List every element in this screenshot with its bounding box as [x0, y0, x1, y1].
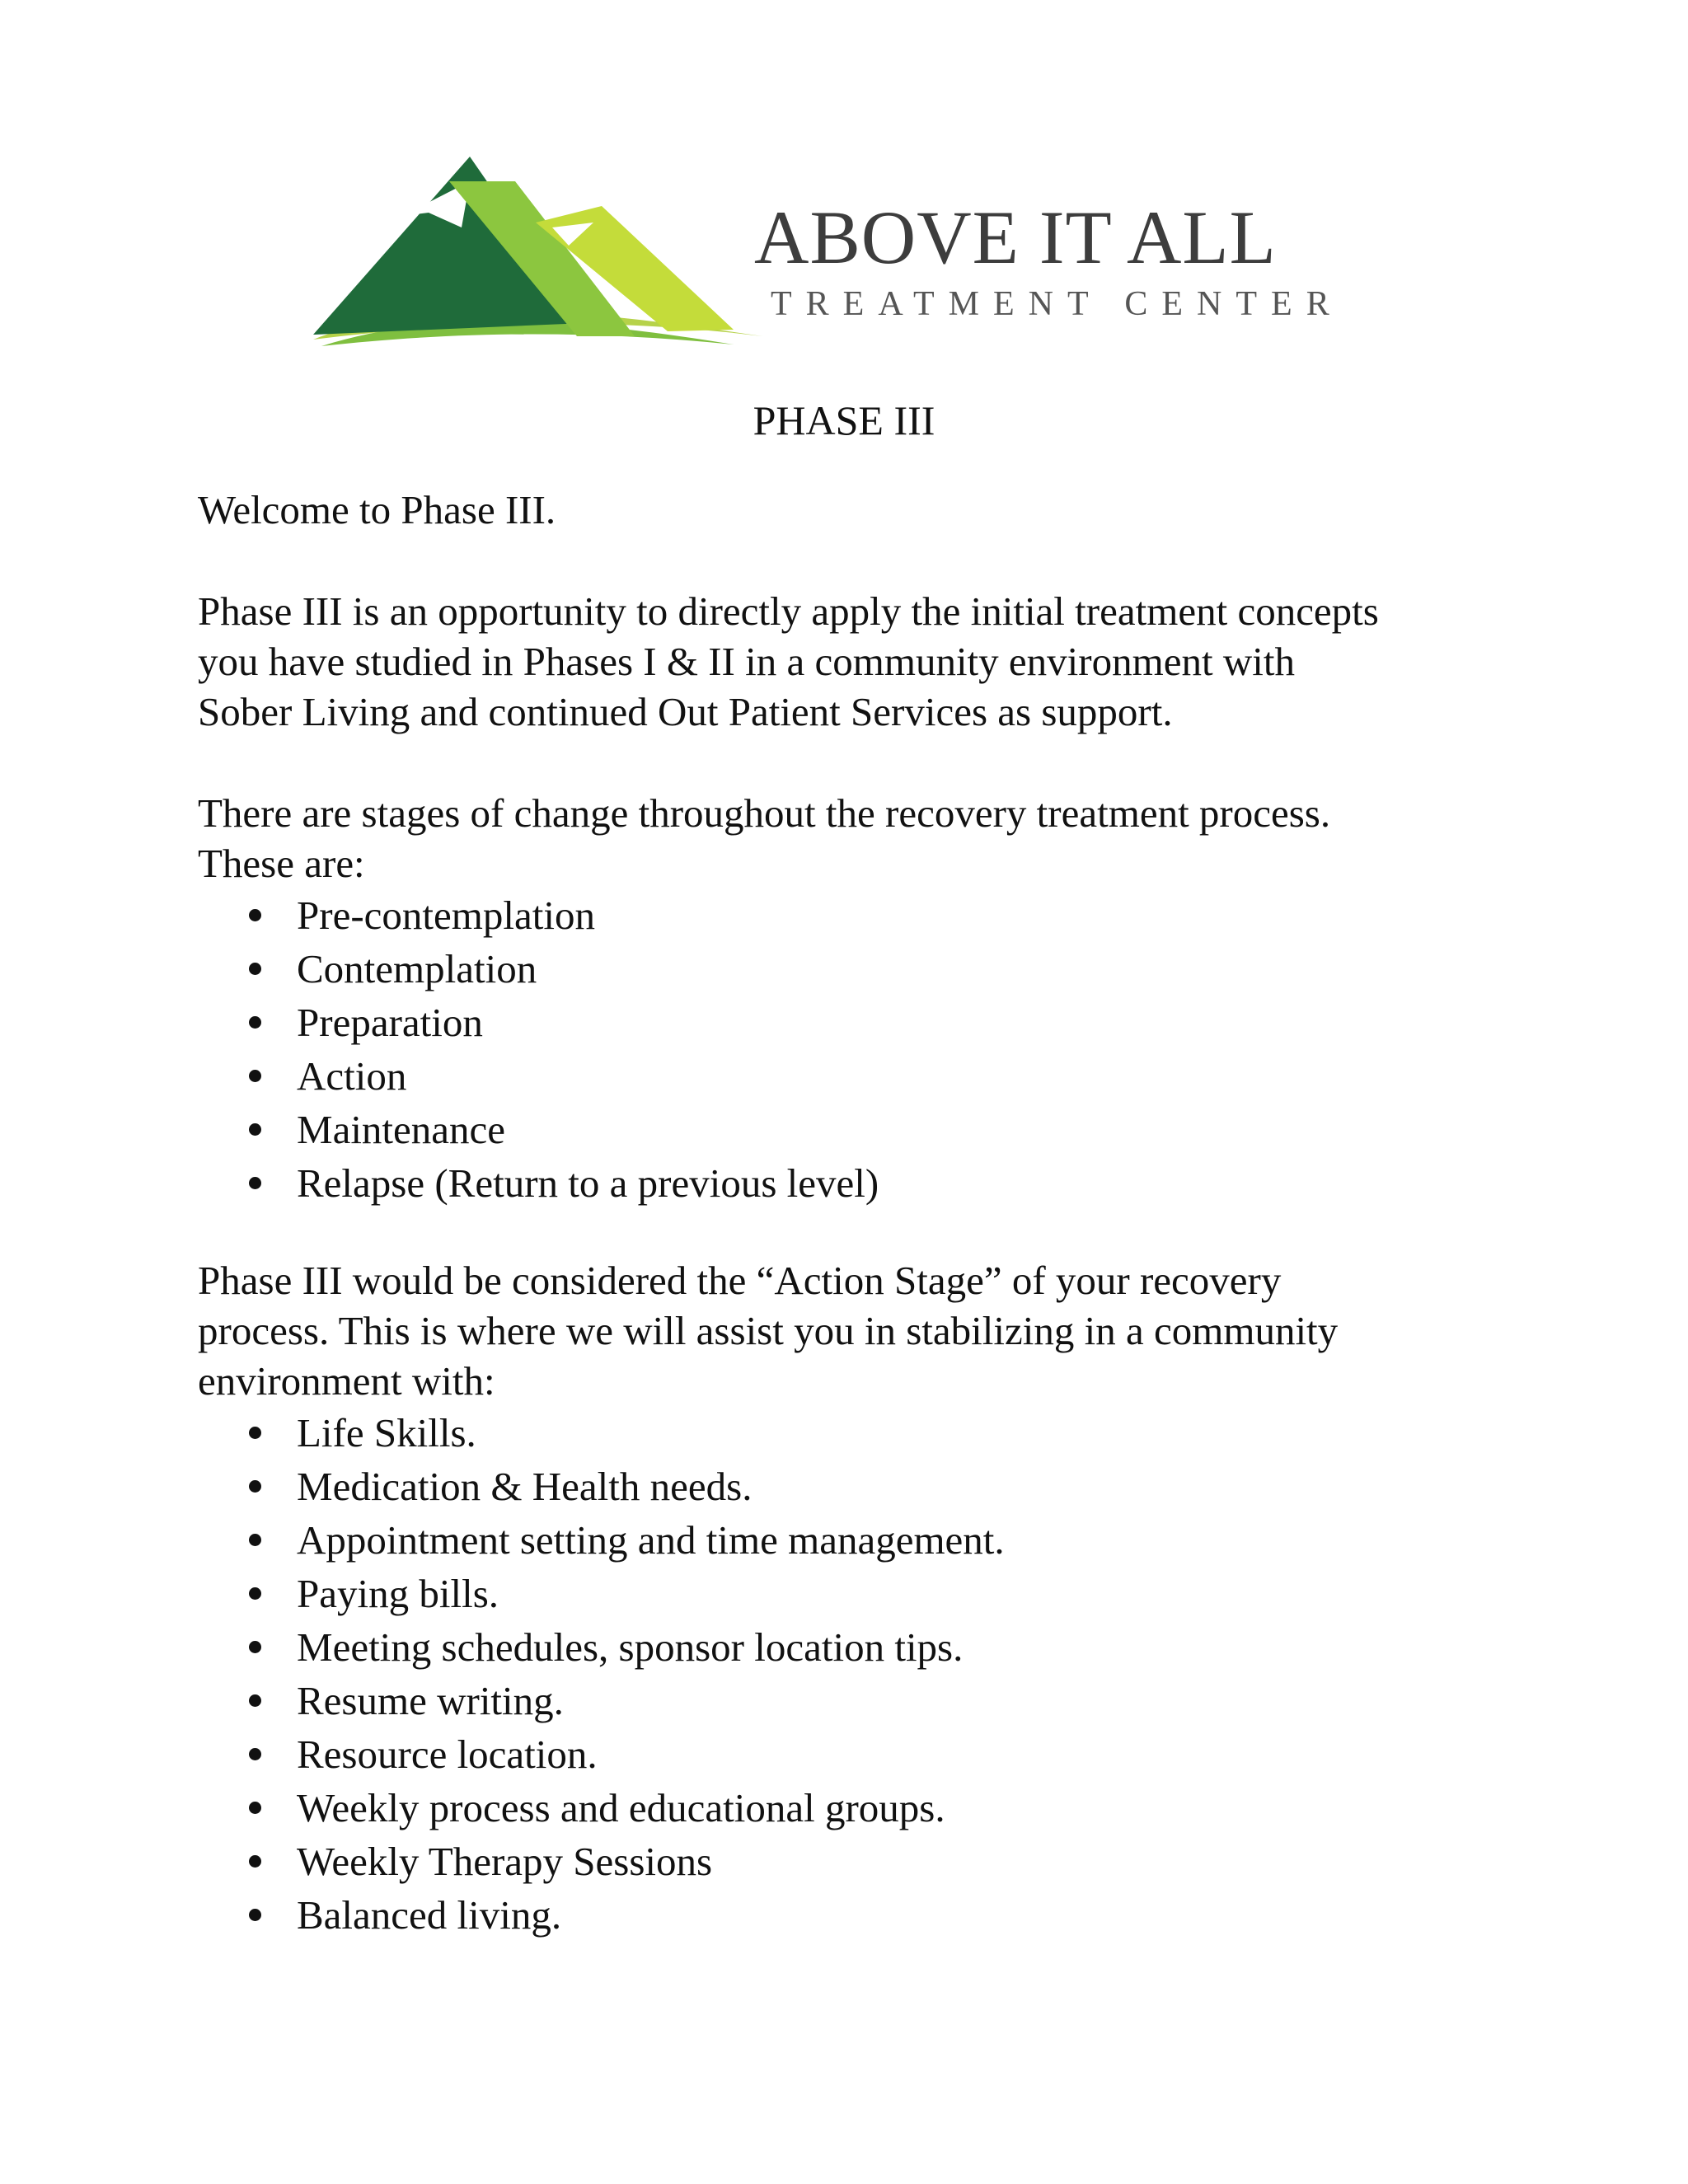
action-intro-line-3: environment with:	[198, 1358, 495, 1404]
list-item: Weekly Therapy Sessions	[198, 1835, 1517, 1888]
bullet-icon	[249, 1641, 261, 1653]
list-item: Weekly process and educational groups.	[198, 1781, 1517, 1835]
bullet-icon	[249, 1909, 261, 1921]
list-item: Medication & Health needs.	[198, 1460, 1517, 1513]
intro-line-3: Sober Living and continued Out Patient Services as support.	[198, 689, 1173, 734]
stages-list	[198, 888, 1517, 1210]
mountain-logo-icon	[305, 148, 767, 363]
list-item: Maintenance	[198, 1103, 1517, 1156]
list-item: Resource location.	[198, 1727, 1517, 1781]
bullet-icon	[249, 1070, 261, 1082]
list-item: Preparation	[198, 996, 1517, 1049]
list-item: Life Skills.	[198, 1406, 1517, 1460]
bullet-icon	[249, 963, 261, 975]
bullet-icon	[249, 1534, 261, 1546]
bullet-icon	[249, 1016, 261, 1029]
bullet-icon	[249, 1855, 261, 1868]
list-item: Appointment setting and time management.	[198, 1513, 1517, 1567]
list-item: Contemplation	[198, 942, 1517, 996]
action-intro-line-2: process. This is where we will assist you in stabilizing in a community	[198, 1308, 1339, 1353]
bullet-icon	[249, 1480, 261, 1493]
intro-line-2: you have studied in Phases I & II in a community environment with	[198, 639, 1295, 684]
supports-list	[198, 1406, 1517, 1942]
list-item: Pre-contemplation	[198, 888, 1517, 942]
bullet-icon	[249, 1177, 261, 1189]
logo	[305, 148, 1343, 363]
stages-intro-line-2: These are:	[198, 841, 365, 886]
bullet-icon	[249, 1123, 261, 1136]
list-item: Paying bills.	[198, 1567, 1517, 1620]
bullet-icon	[249, 1748, 261, 1760]
bullet-icon	[249, 1802, 261, 1814]
list-item: Meeting schedules, sponsor location tips.	[198, 1620, 1517, 1674]
document-body	[198, 485, 1517, 1942]
action-intro-line-1: Phase III would be considered the “Action Stage” of your recovery	[198, 1258, 1282, 1303]
bullet-icon	[249, 909, 261, 921]
page-title: PHASE III	[753, 397, 935, 443]
logo-name: ABOVE IT ALL	[754, 195, 1277, 279]
intro-line-1: Phase III is an opportunity to directly apply the initial treatment concepts	[198, 588, 1379, 634]
list-item: Action	[198, 1049, 1517, 1103]
stages-intro-line-1: There are stages of change throughout the recovery treatment process.	[198, 790, 1331, 836]
bullet-icon	[249, 1427, 261, 1439]
welcome-line: Welcome to Phase III.	[198, 487, 556, 532]
list-item: Balanced living.	[198, 1888, 1517, 1942]
bullet-icon	[249, 1694, 261, 1707]
bullet-icon	[249, 1587, 261, 1600]
list-item: Resume writing.	[198, 1674, 1517, 1727]
list-item: Relapse (Return to a previous level)	[198, 1156, 1517, 1210]
logo-subtitle: TREATMENT CENTER	[771, 285, 1343, 323]
